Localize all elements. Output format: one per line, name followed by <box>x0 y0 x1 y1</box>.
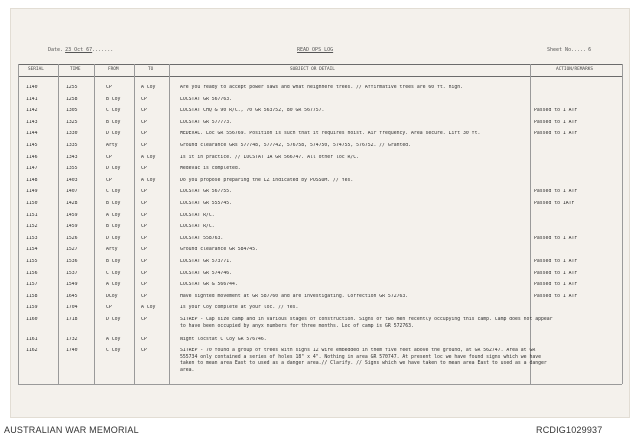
row-serial: 1151 <box>26 212 38 218</box>
row-serial: 1147 <box>26 166 38 172</box>
table-row <box>18 334 622 346</box>
row-subject: LOCSTAT R/C. <box>180 224 215 230</box>
row-to: CP <box>141 336 147 342</box>
date-value: 23 Oct 67 <box>65 47 93 53</box>
row-subject: Ground clearance GRs 577748, 577742, 576758, 574750, 574755, 576752. // Granted. <box>180 143 412 148</box>
row-to: CP <box>141 166 147 172</box>
row-time: 1355 <box>66 166 78 172</box>
row-to: CP <box>141 259 147 264</box>
row-time: 1330 <box>66 131 78 137</box>
row-to: CP <box>141 247 147 253</box>
row-subject: Is your Coy complete at your loc. // Yes. <box>180 305 299 311</box>
row-serial: 1157 <box>26 282 38 288</box>
row-to: CP <box>141 212 147 218</box>
row-action: Passed to 1 ATF <box>534 282 578 288</box>
row-time: 1459 <box>66 224 78 230</box>
row-subject: LOCSTAT GR 555745. <box>180 201 232 206</box>
column-header-row <box>18 64 622 77</box>
row-time: 1718 <box>66 317 78 322</box>
row-to: CP <box>141 348 147 354</box>
row-subject: LOCSTAT GR & 566744. <box>180 282 238 288</box>
row-action: Passed to 1 ATF <box>534 235 578 241</box>
row-from: C Coy <box>106 348 121 354</box>
row-subject: Is it in practice. // LOCSTAT 1A GR 566747. All other loc R/C. <box>180 154 360 160</box>
row-to: CP <box>141 119 147 125</box>
row-subject: LOCSTAT 558763. <box>180 235 224 241</box>
row-action: Passed to 1 ATF <box>534 259 578 264</box>
row-serial: 1142 <box>26 108 38 114</box>
row-from: Arty <box>106 247 118 253</box>
row-from: D Coy <box>106 166 121 172</box>
row-subject: Ground clearance GR 584745. <box>180 247 258 253</box>
row-time: 1536 <box>66 259 78 264</box>
log-title: READ OPS LOG <box>297 47 334 53</box>
row-subject: Night locstat C Coy GR 576746. <box>180 336 267 342</box>
row-action: Passed to 1 ATF <box>534 293 578 299</box>
row-from: D Coy <box>106 317 121 322</box>
row-from: B Coy <box>106 119 121 125</box>
date-label: Date. 23 Oct 67....... <box>48 47 114 53</box>
col-action: ACTION/REMARKS <box>556 67 594 72</box>
row-serial: 1158 <box>26 293 38 299</box>
row-to: CP <box>141 201 147 206</box>
row-to: A Coy <box>141 305 156 311</box>
row-serial: 1140 <box>26 85 38 90</box>
row-time: 1704 <box>66 305 78 311</box>
row-time: 1343 <box>66 154 78 160</box>
row-action: Passed to 1ATF <box>534 201 575 206</box>
row-serial: 1160 <box>26 317 38 322</box>
row-from: C Coy <box>106 270 121 276</box>
row-to: CP <box>141 293 147 299</box>
row-time: 1549 <box>66 282 78 288</box>
table-row <box>18 244 622 256</box>
row-from: C Coy <box>106 108 121 114</box>
table-row <box>18 198 622 210</box>
table-row <box>18 82 622 94</box>
row-to: CP <box>141 270 147 276</box>
sheet-value: 6 <box>588 47 592 53</box>
date-label-text: Date. <box>48 47 64 53</box>
row-to: CP <box>141 96 147 102</box>
table-row <box>18 186 622 198</box>
row-serial: 1149 <box>26 189 38 195</box>
row-time: 1255 <box>66 85 78 90</box>
row-subject: SITREP - Cap size camp and in various stages of construction. Signs of two men recently occupying this camp. Camp does not appear to have been occupied by anyx numbers for three months. Loc of camp is GR 572763. <box>180 317 553 329</box>
row-serial: 1144 <box>26 131 38 137</box>
row-from: D Coy <box>106 131 121 137</box>
table-row <box>18 94 622 106</box>
row-subject: LOCSTAT GR 567755. <box>180 189 232 195</box>
row-subject: SITREP - 70 found a group of trees with signs 12 wire embedded in them five feet above the ground, at GR 562747. Area at GR 555734 only contained a series of holes 18" x 4". Nothing in area GR 570747. At present loc we have found signs which we have taken to mean area East to used as a danger area.// Clarify. // Signs which we have taken to mean area East to used as a danger area. <box>180 348 547 373</box>
row-time: 1459 <box>66 212 78 218</box>
row-serial: 1150 <box>26 201 38 206</box>
row-time: 1335 <box>66 143 78 148</box>
col-subject: SUBJECT OR DETAIL <box>290 67 335 72</box>
row-time: 1407 <box>66 189 78 195</box>
table-row <box>18 221 622 233</box>
row-to: A Coy <box>141 85 156 90</box>
row-subject: LOCSTAT GR 574746. <box>180 270 232 276</box>
row-to: CP <box>141 143 147 148</box>
row-to: CP <box>141 317 147 322</box>
grid-line <box>622 64 623 384</box>
table-row <box>18 233 622 245</box>
row-from: B Coy <box>106 259 121 264</box>
row-from: CP <box>106 85 112 90</box>
row-from: B Coy <box>106 96 121 102</box>
table-row <box>18 128 622 140</box>
row-subject: LOCSTAT GR 573771. <box>180 259 232 264</box>
row-to: A Coy <box>141 177 156 183</box>
row-time: 1258 <box>66 96 78 102</box>
sheet-number: Sheet No..... 6 <box>547 47 592 53</box>
row-from: Arty <box>106 143 118 148</box>
table-row <box>18 302 622 314</box>
row-time: 1428 <box>66 201 78 206</box>
row-action: Passed to 1 ATF <box>534 108 578 114</box>
row-action: Passed to 1 ATF <box>534 119 578 125</box>
row-time: 1740 <box>66 348 78 354</box>
row-serial: 1145 <box>26 143 38 148</box>
row-subject: Are you ready to accept power saws and what heighhere trees. // Affirmative trees are 60 ft. high. <box>180 85 464 90</box>
row-subject: Medevac is completed. <box>180 166 241 172</box>
row-action: Passed to 1 ATF <box>534 189 578 195</box>
row-action: Passed to 1 ATF <box>534 270 578 276</box>
row-serial: 1159 <box>26 305 38 311</box>
row-time: 1645 <box>66 293 78 299</box>
row-from: A Coy <box>106 212 121 218</box>
col-time: TIME <box>70 67 81 72</box>
row-from: CP <box>106 154 112 160</box>
row-time: 1305 <box>66 108 78 114</box>
row-time: 1732 <box>66 336 78 342</box>
row-subject: LOCSTAT GR 577773. <box>180 119 232 125</box>
table-row <box>18 210 622 222</box>
row-serial: 1161 <box>26 336 38 342</box>
row-from: CP <box>106 177 112 183</box>
footer-left: AUSTRALIAN WAR MEMORIAL <box>4 425 139 435</box>
row-from: DCoy <box>106 293 118 299</box>
col-serial: SERIAL <box>28 67 44 72</box>
row-subject: LOCSTAT R/C. <box>180 212 215 218</box>
row-to: CP <box>141 235 147 241</box>
table-row <box>18 117 622 129</box>
table-row <box>18 279 622 291</box>
row-time: 1537 <box>66 270 78 276</box>
row-serial: 1146 <box>26 154 38 160</box>
row-from: C Coy <box>106 189 121 195</box>
row-serial: 1155 <box>26 259 38 264</box>
row-serial: 1156 <box>26 270 38 276</box>
sheet-label: Sheet No. <box>547 47 575 53</box>
col-from: FROM <box>108 67 119 72</box>
row-to: CP <box>141 108 147 114</box>
table-row <box>18 163 622 175</box>
col-to: TO <box>148 67 154 72</box>
row-time: 1527 <box>66 247 78 253</box>
row-to: CP <box>141 224 147 230</box>
row-from: A Coy <box>106 282 121 288</box>
table-row <box>18 291 622 303</box>
row-serial: 1153 <box>26 235 38 241</box>
row-from: B Coy <box>106 201 121 206</box>
row-serial: 1141 <box>26 96 38 102</box>
table-row <box>18 140 622 152</box>
table-row <box>18 314 622 329</box>
table-bottom-rule <box>18 384 622 385</box>
row-serial: 1143 <box>26 119 38 125</box>
row-to: CP <box>141 131 147 137</box>
row-subject: LOCSTAT CHQ & 90 R/C., 70 GR 563752, 80 GR 567757. <box>180 108 325 114</box>
row-from: B Coy <box>106 224 121 230</box>
row-subject: Do you propose preparing the LZ indicated by POSSUM. // Yes. <box>180 177 354 183</box>
row-subject: MEDEVAC. Loc GR 556769. Position is such that it requires hoist. Air frequency. Area secure. Lift 30 ft. <box>180 131 481 137</box>
table-row <box>18 175 622 187</box>
row-subject: LOCSTAT GR 567763. <box>180 96 232 102</box>
row-serial: 1154 <box>26 247 38 253</box>
row-time: 1403 <box>66 177 78 183</box>
row-to: A Coy <box>141 154 156 160</box>
row-from: D Coy <box>106 235 121 241</box>
table-row <box>18 105 622 117</box>
row-action: Passed to 1 ATF <box>534 131 578 137</box>
row-subject: Have sighted movement at GR 587760 and are investigating. Correction GR 572763. <box>180 293 409 299</box>
row-serial: 1148 <box>26 177 38 183</box>
row-from: CP <box>106 305 112 311</box>
row-serial: 1162 <box>26 348 38 354</box>
footer-right: RCDIG1029937 <box>536 425 603 435</box>
table-row <box>18 256 622 268</box>
table-row <box>18 152 622 164</box>
row-time: 1325 <box>66 119 78 125</box>
table-row <box>18 268 622 280</box>
row-time: 1526 <box>66 235 78 241</box>
row-serial: 1152 <box>26 224 38 230</box>
row-to: CP <box>141 189 147 195</box>
row-to: CP <box>141 282 147 288</box>
row-from: A Coy <box>106 336 121 342</box>
table-row <box>18 345 622 373</box>
